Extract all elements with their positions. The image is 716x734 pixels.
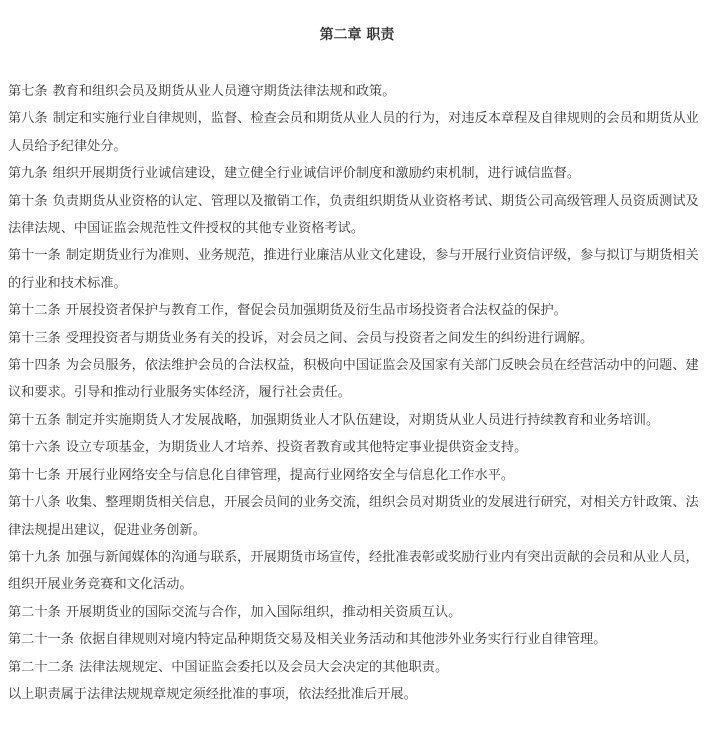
article-text: 教育和组织会员及期货从业人员遵守期货法律法规和政策。 xyxy=(52,84,396,99)
article-text: 依据自律规则对境内特定品种期货交易及相关业务活动和其他涉外业务实行行业自律管理。 xyxy=(78,632,607,648)
article-text: 开展行业网络安全与信息化自律管理，提高行业网络安全与信息化工作水平。 xyxy=(65,467,515,483)
article-label: 第十六条 xyxy=(8,440,61,456)
article-text: 组织开展期货行业诚信建设，建立健全行业诚信评价制度和激励约束机制，进行诚信监督。 xyxy=(52,166,581,182)
article-text: 收集、整理期货相关信息，开展会员间的业务交流，组织会员对期货业的发展进行研究，对相关方针政策、法律法规提出建议，促进业务创新。 xyxy=(8,495,699,538)
article-label: 第十三条 xyxy=(8,330,61,346)
article-label: 第二十条 xyxy=(8,604,61,620)
article-9 xyxy=(8,160,706,187)
article-17 xyxy=(8,462,706,489)
article-label: 第十八条 xyxy=(8,495,61,511)
article-label: 第十条 xyxy=(8,193,48,209)
article-label: 第二十二条 xyxy=(8,659,74,675)
article-label: 第十五条 xyxy=(8,412,61,428)
article-text: 开展期货业的国际交流与合作，加入国际组织，推动相关资质互认。 xyxy=(65,604,462,620)
article-10 xyxy=(8,188,706,243)
article-list xyxy=(8,78,706,681)
article-text: 受理投资者与期货业务有关的投诉，对会员之间、会员与投资者之间发生的纠纷进行调解。 xyxy=(65,330,594,346)
article-text: 设立专项基金，为期货业人才培养、投资者教育或其他特定事业提供资金支持。 xyxy=(65,440,528,456)
article-text: 开展投资者保护与教育工作，督促会员加强期货及衍生品市场投资者合法权益的保护。 xyxy=(65,303,567,319)
article-22 xyxy=(8,654,706,681)
article-label: 第九条 xyxy=(8,166,48,182)
article-14 xyxy=(8,352,706,407)
article-text: 制定和实施行业自律规则，监督、检查会员和期货从业人员的行为，对违反本章程及自律规则的会员和期货从业人员给予纪律处分。 xyxy=(8,111,699,154)
article-label: 第十九条 xyxy=(8,549,61,565)
article-label: 第十一条 xyxy=(8,248,61,264)
article-text: 制定期货业行为准则、业务规范，推进行业廉洁从业文化建设，参与开展行业资信评级，参与拟订与期货相关的行业和技术标准。 xyxy=(8,248,699,291)
article-text: 加强与新闻媒体的沟通与联系，开展期货市场宣传，经批准表彰或奖励行业内有突出贡献的会员和从业人员，组织开展业务竞赛和文化活动。 xyxy=(8,549,699,593)
article-16 xyxy=(8,434,706,461)
article-label: 第二十一条 xyxy=(8,632,74,648)
article-text: 法律法规规定、中国证监会委托以及会员大会决定的其他职责。 xyxy=(78,659,449,675)
article-13 xyxy=(8,325,706,352)
closing-note: 以上职责属于法律法规规章规定须经批准的事项，依法经批准后开展。 xyxy=(8,686,417,702)
article-label: 第八条 xyxy=(8,111,48,127)
article-text: 制定并实施期货人才发展战略，加强期货业人才队伍建设，对期货从业人员进行持续教育和业务培训。 xyxy=(65,412,660,428)
article-8 xyxy=(8,105,706,160)
article-7 xyxy=(8,78,706,105)
article-text: 负责期货从业资格的认定、管理以及撤销工作，负责组织期货从业资格考试、期货公司高级管理人员资质测试及法律法规、中国证监会规范性文件授权的其他专业资格考试。 xyxy=(8,193,699,237)
article-19 xyxy=(8,544,706,599)
article-label: 第七条 xyxy=(8,84,48,99)
article-15 xyxy=(8,407,706,434)
article-12 xyxy=(8,297,706,324)
article-18 xyxy=(8,489,706,544)
article-label: 第十四条 xyxy=(8,358,61,374)
article-label: 第十二条 xyxy=(8,303,61,319)
article-label: 第十七条 xyxy=(8,467,61,483)
article-20 xyxy=(8,599,706,626)
chapter-title: 第二章 职责 xyxy=(319,27,395,43)
article-text: 为会员服务，依法维护会员的合法权益，积极向中国证监会及国家有关部门反映会员在经营活动中的问题、建议和要求。引导和推动行业服务实体经济，履行社会责任。 xyxy=(8,358,699,401)
article-21 xyxy=(8,626,706,653)
article-11 xyxy=(8,242,706,297)
